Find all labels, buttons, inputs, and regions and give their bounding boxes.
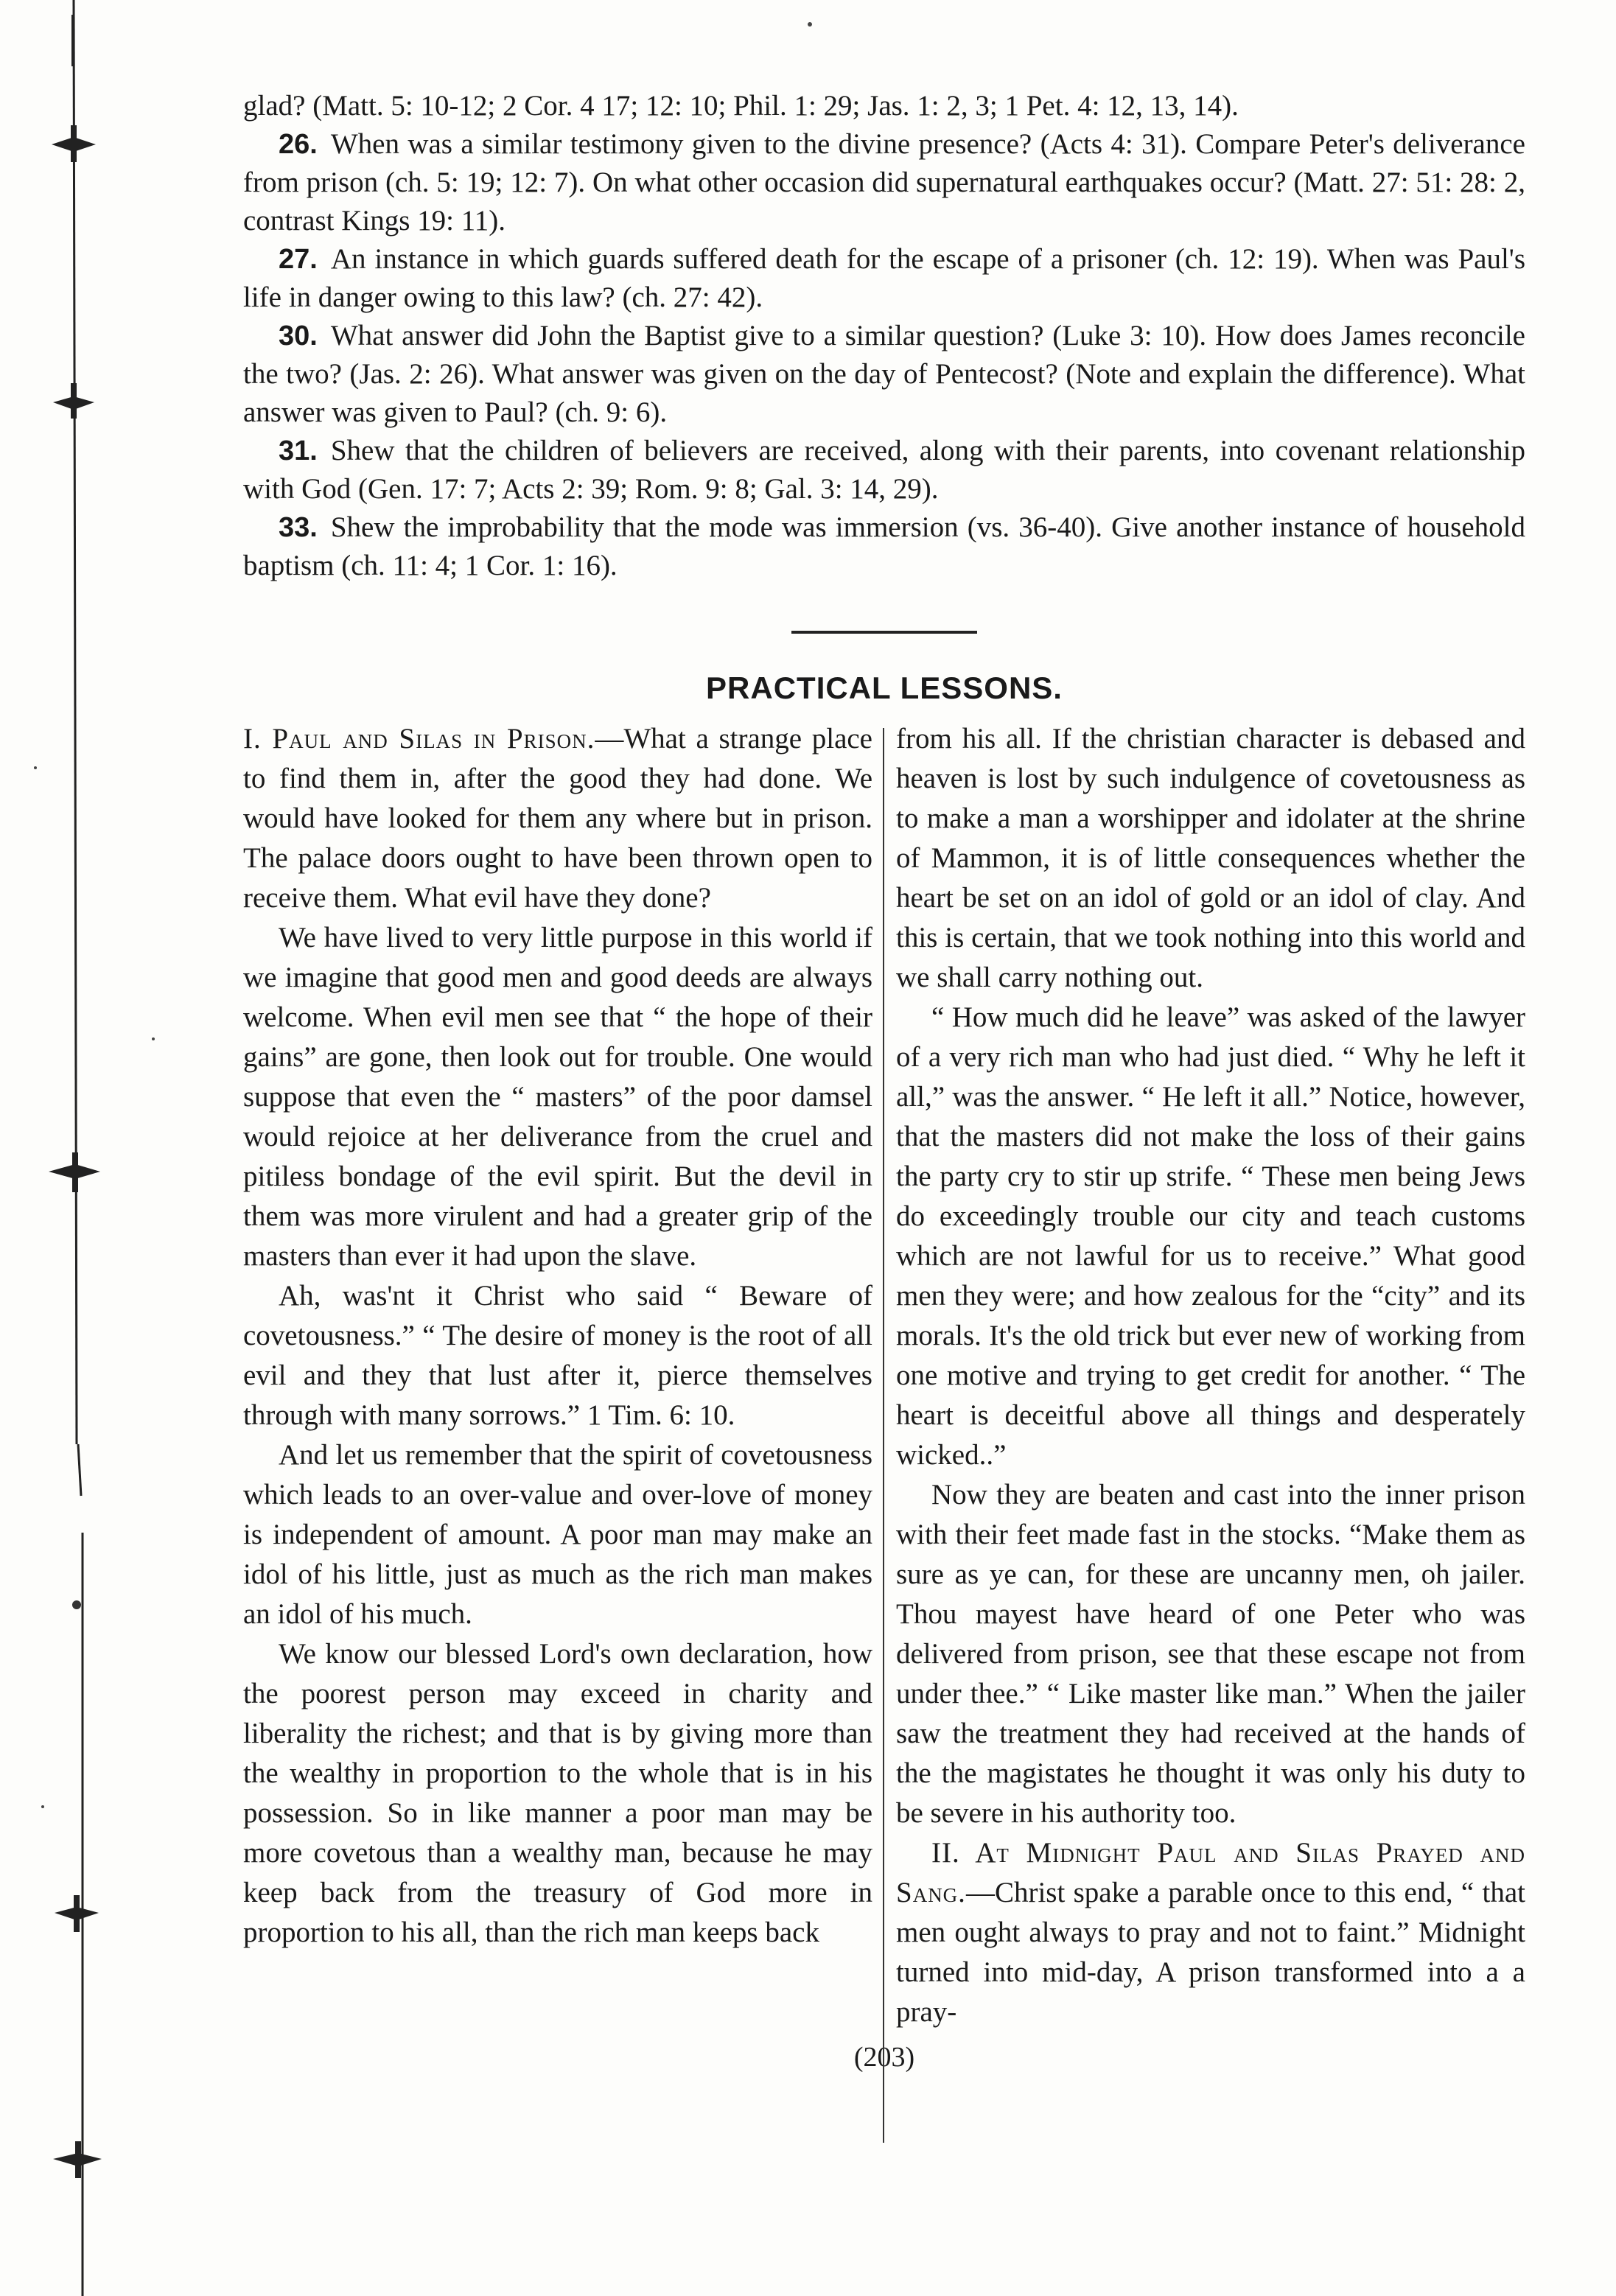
question-number: 30. (279, 321, 318, 351)
paragraph-text: —Christ spake a parable once to this end, “ that men ought always to pray and not to faint.” Midnight turned into mid-day, A prison transformed into a a pray- (896, 1877, 1525, 2028)
question-number: 26. (279, 129, 318, 160)
question-item (243, 125, 1525, 240)
question-item (243, 432, 1525, 508)
section-divider-rule (791, 631, 977, 634)
left-column (243, 719, 872, 2032)
paragraph: And let us remember that the spirit of covetousness which leads to an over-value and over-love of money is independent of amount. A poor man may make an idol of his little, just as much as the rich man makes an idol of his much. (243, 1439, 872, 1630)
questions-section (243, 87, 1525, 585)
paragraph: “ How much did he leave” was asked of the lawyer of a very rich man who had just died. “ Why he left it all,” was the answer. “ He left it all.” Notice, however, that the masters did not make the loss of their gains the party cry to stir up strife. “ These men being Jews do exceedingly trouble our city and teach customs which are not lawful for us to receive.” What good men they were; and how zealous for the “city” and its morals. It's the old trick but ever new of working from one motive and trying to get credit for another. “ The heart is deceitful above all things and desperately wicked..” (896, 1001, 1525, 1471)
question-text: Shew that the children of believers are received, along with their parents, into covenant relationship with God (Gen. 17: 7; Acts 2: 39; Rom. 9: 8; Gal. 3: 14, 29). (243, 435, 1525, 505)
section-heading: PRACTICAL LESSONS. (706, 671, 1063, 705)
question-continuation: glad? (Matt. 5: 10-12; 2 Cor. 4 17; 12: 10; Phil. 1: 29; Jas. 1: 2, 3; 1 Pet. 4: 12, 13, 14). (243, 90, 1239, 122)
question-number: 33. (279, 512, 318, 543)
paragraph (243, 719, 872, 918)
question-text: Shew the improbability that the mode was immersion (vs. 36-40). Give another instance of household baptism (ch. 11: 4; 1 Cor. 1: 16). (243, 511, 1525, 581)
paragraph: We know our blessed Lord's own declaration, how the poorest person may exceed in charity and liberality the richest; and that is by giving more than the wealthy in proportion to the whole that is in his possession. So in like manner a poor man may be more covetous than a wealthy man, because he may keep back from the treasury of God more in proportion to his all, than the rich man keeps back (243, 1638, 872, 1948)
paragraph: We have lived to very little purpose in this world if we imagine that good men and good deeds are always welcome. When evil men see that “ the hope of their gains” are gone, then look out for trouble. One would suppose that even the “ masters” of the poor damsel would rejoice at her deliverance from the cruel and pitiless bondage of the evil spirit. But the devil in them was more virulent and had a greater grip of the masters than ever it had upon the slave. (243, 922, 872, 1272)
two-column-body (243, 719, 1525, 2032)
binding-stitching (0, 0, 111, 2296)
question-item (243, 508, 1525, 585)
paragraph: Ah, was'nt it Christ who said “ Beware of covetousness.” “ The desire of money is the root of all evil and they that lust after it, pierce themselves through with many sorrows.” 1 Tim. 6: 10. (243, 1280, 872, 1431)
page (243, 87, 1525, 2073)
paragraph-text: —What a strange place to find them in, after the good they had done. We would have looked for them any where but in prison. The palace doors ought to have been thrown open to receive them. What evil have they done? (243, 723, 872, 914)
column-divider (883, 728, 884, 2143)
paragraph: from his all. If the christian character is debased and heaven is lost by such indulgence of covetousness as to make a man a worshipper and idolater at the shrine of Mammon, it is of little consequences whether the heart be set on an idol of gold or an idol of clay. And this is certain, that we took nothing into this world and we shall carry nothing out. (896, 723, 1525, 993)
lesson-heading: II. At Midnight Paul and Silas Prayed and Sang. (896, 1837, 1525, 1908)
paragraph (896, 1833, 1525, 2032)
question-text: When was a similar testimony given to the divine presence? (Acts 4: 31). Compare Peter's deliverance from prison (ch. 5: 19; 12: 7). On what other occasion did supernatural earthquakes occur? (Matt. 27: 51: 28: 2, contrast Kings 19: 11). (243, 128, 1525, 237)
question-text: What answer did John the Baptist give to a similar question? (Luke 3: 10). How does James reconcile the two? (Jas. 2: 26). What answer was given on the day of Pentecost? (Note and explain the difference). What answer was given to Paul? (ch. 9: 6). (243, 320, 1525, 428)
lesson-heading: I. Paul and Silas in Prison. (243, 723, 595, 755)
right-column (896, 719, 1525, 2032)
question-item (243, 317, 1525, 432)
paragraph: Now they are beaten and cast into the inner prison with their feet made fast in the stocks. “Make them as sure as ye can, for these are uncanny men, oh jailer. Thou mayest have heard of one Peter who was delivered from prison, see that these escape not from under thee.” “ Like master like man.” When the jailer saw the treatment they had received at the hands of the the magistates he thought it was only his duty to be severe in his authority too. (896, 1479, 1525, 1829)
question-text: An instance in which guards suffered death for the escape of a prisoner (ch. 12: 19). When was Paul's life in danger owing to this law? (ch. 27: 42). (243, 243, 1525, 313)
page-number: (203) (853, 2042, 915, 2073)
question-number: 31. (279, 435, 318, 466)
question-item (243, 240, 1525, 317)
question-number: 27. (279, 244, 318, 275)
